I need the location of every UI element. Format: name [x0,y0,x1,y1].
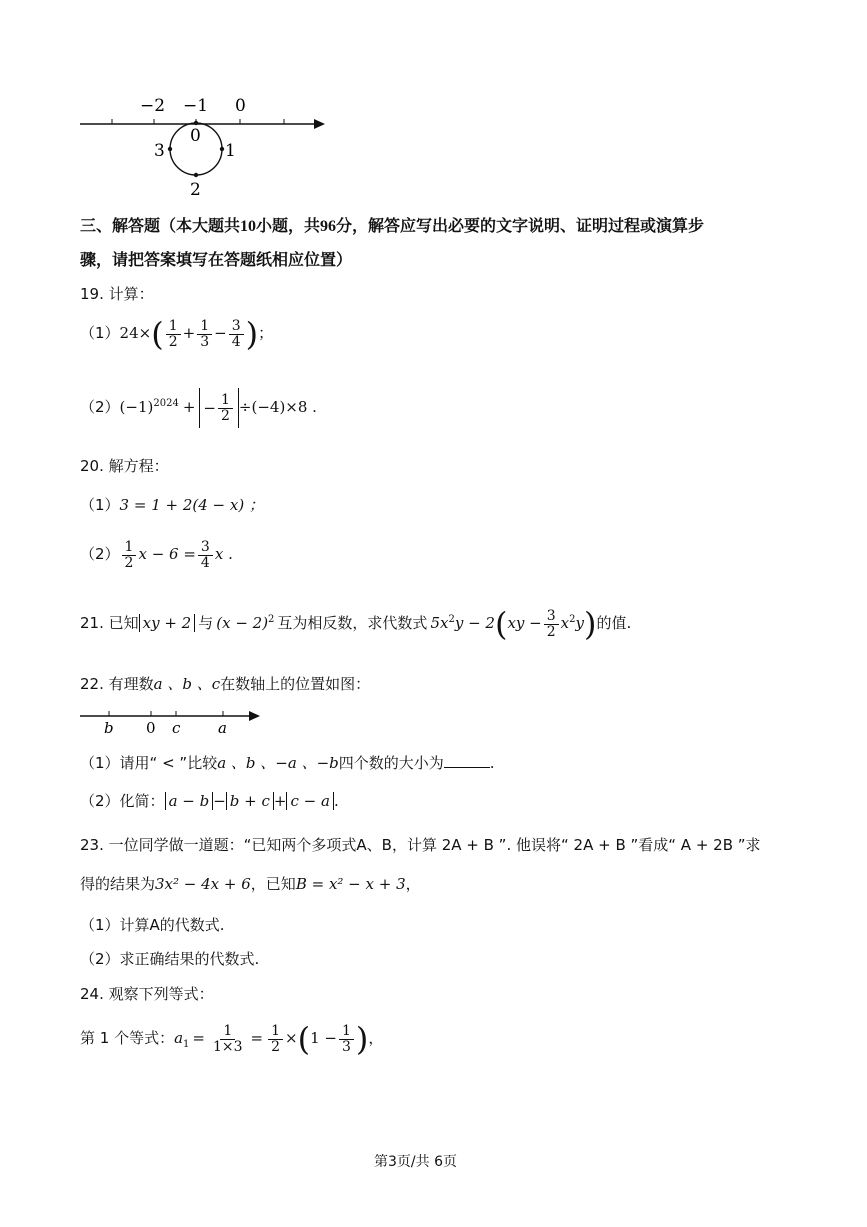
section-heading-line1 [80,213,704,236]
axis-arrow [249,711,260,721]
equals: = [250,1029,264,1047]
fraction: $\frac{3}{4}$ [229,319,244,349]
heading-part: 三、解答题（本大题共 [80,216,241,235]
fraction: $\frac{1}{2}$ [268,1024,283,1054]
part-label: （1） [80,496,120,514]
circle-label-0: 0 [190,126,201,146]
page-footer: 第3页/共 6页 [374,1154,457,1170]
q19-part2 [80,388,317,428]
label-0: 0 [146,719,156,737]
term: xy − [507,614,542,632]
sequence-term: a [174,1029,184,1047]
text: ， [405,875,421,893]
text: 得的结果为 [80,875,156,893]
text: 在数轴上的位置如图： [220,675,371,693]
q23-part2: （2）求正确结果的代数式. [80,950,260,968]
term: y − 2 [454,614,495,632]
point-1 [220,147,224,151]
text: 请用“ < ”比较 [119,754,218,772]
fraction: $\frac{1}{3}$ [197,319,212,349]
label-c: c [172,719,181,737]
text: 互为相反数，求代数式 [277,614,428,632]
operator: − [214,324,227,342]
left-paren: ( [151,315,164,353]
expr-tail: ÷(−4)×8 . [238,398,317,416]
left-paren: ( [297,1020,311,1058]
left-paren: ( [494,605,508,643]
q23-line1: 23. 一位同学做一道题：“已知两个多项式A、B，计算 2A + B ”. 他误将“ 2A + B ”看成“ A + 2B ”求 [80,836,761,854]
tick-label-neg1: −1 [183,96,209,116]
variables: a 、b 、−a 、−b [217,754,339,772]
absolute-value: c − a [286,792,333,810]
exponent: 2 [268,614,275,625]
part-label: （1） [80,754,120,772]
eq-label: 第 1 个等式： [80,1029,175,1047]
term: 5x [430,614,449,632]
coefficient: 24× [119,324,152,342]
right-paren: ) [355,1020,369,1058]
operator: − [213,792,226,810]
equals: = [192,1029,205,1047]
circle-label-3: 3 [154,141,165,161]
circle-label-1: 1 [225,141,236,161]
part-label: （1） [80,324,120,342]
equation-mid: x − 6 = [138,545,196,564]
power-exponent: 2024 [153,398,179,409]
text: 与 [198,614,214,632]
tick-label-neg2: −2 [140,96,166,116]
right-paren: ) [245,315,259,353]
text: 化简： [119,792,165,810]
given-B: B = x² − x + 3 [295,875,406,893]
point-3 [168,147,172,151]
end-punct: ， [368,1029,384,1047]
absolute-value: − $\frac{1}{2}$ [199,388,239,428]
total-score: 96 [320,218,337,235]
end-punct: . [333,792,339,810]
label-b: b [104,719,114,737]
term: x [560,614,570,632]
part-label: （2） [80,398,120,416]
circle-label-2: 2 [190,180,201,200]
q20-title: 20. 解方程： [80,457,169,475]
part-label: （2） [80,792,120,810]
operator: + [182,398,196,416]
q19-part1 [80,315,274,353]
absolute-value: a − b [165,792,214,810]
point-2 [194,173,198,177]
heading-part: 小题，共 [256,216,321,235]
term: y [575,614,584,632]
subscript: 1 [183,1039,190,1050]
q22-part2 [80,790,339,811]
result-expression: 3x² − 4x + 6 [155,875,251,893]
times: × [285,1029,298,1047]
end-punct: ； [258,324,274,342]
q24-equation1 [80,1020,384,1058]
q23-line2 [80,873,421,894]
q19-title: 19. 计算： [80,285,154,303]
q22-part1 [80,752,495,773]
q20-part1 [80,494,264,515]
text: ，已知 [250,875,296,893]
answer-blank[interactable] [444,753,490,768]
term: 1 − [310,1029,337,1047]
point-0 [194,121,198,125]
fraction: $\frac{1}{1\times 3}$ [213,1022,243,1055]
heading-part: 分，解答应写出必要的文字说明、证明过程或演算步 [336,216,705,235]
fraction: $\frac{3}{4}$ [198,540,213,570]
fraction: $\frac{1}{2}$ [166,319,181,349]
variables: a 、b 、c [153,675,221,693]
q22-title [80,673,370,694]
exponent: 2 [448,614,455,625]
power-base: (−1) [119,398,154,416]
fraction: $\frac{3}{2}$ [544,609,559,639]
equation-end: x . [214,545,233,564]
q23-part1: （1）计算A的代数式. [80,916,225,934]
text: 21. 已知 [80,614,139,632]
q21 [80,605,632,643]
part-label: （2） [80,545,120,564]
absolute-value: xy + 2 [139,614,196,632]
text: 四个数的大小为 [338,754,444,772]
operator: + [182,324,196,342]
equation: 3 = 1 + 2(4 − x) ； [119,496,264,514]
tick-label-0: 0 [235,96,246,116]
fraction: $\frac{1}{2}$ [122,540,137,570]
fraction: $\frac{1}{3}$ [339,1024,354,1054]
right-paren: ) [583,605,597,643]
text: 的值. [596,614,632,632]
section-heading-line2: 骤，请把答案填写在答题纸相应位置） [80,250,353,269]
q20-part2 [80,540,233,570]
q24-title: 24. 观察下列等式： [80,985,214,1003]
q22-number-line [76,705,266,737]
operator: + [273,792,287,810]
number-line-circle-figure [70,88,340,200]
exponent: 2 [569,614,576,625]
label-a: a [218,719,227,737]
absolute-value: b + c [226,792,274,810]
text: 22. 有理数 [80,675,154,693]
axis-arrow [314,119,325,129]
square-base: (x − 2) [216,614,269,632]
question-count: 10 [240,218,257,235]
end-punct: . [489,754,495,772]
